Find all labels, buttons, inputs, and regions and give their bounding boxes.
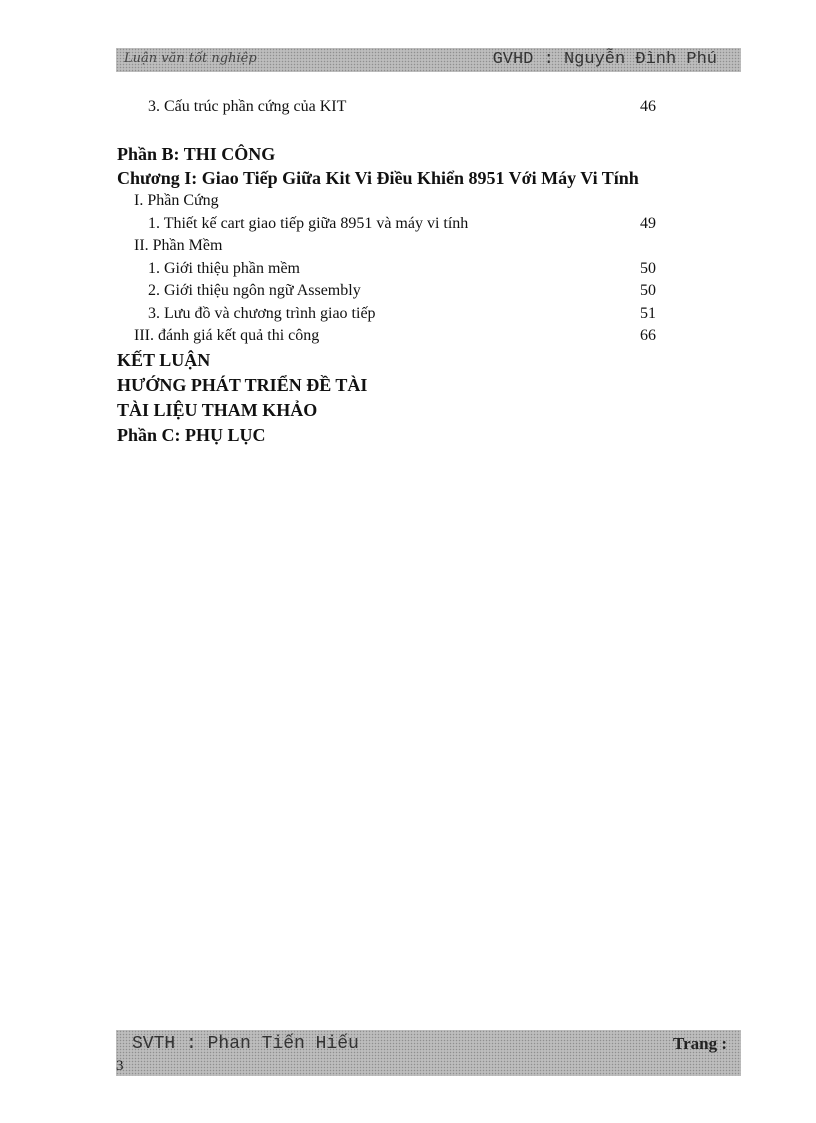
toc-entry	[148, 215, 816, 233]
toc-entry-page: 50	[640, 282, 656, 299]
toc-entry	[148, 305, 816, 323]
header-thesis-label: Luận văn tốt nghiệp	[124, 51, 257, 66]
toc-conclusion: KẾT LUẬN	[117, 350, 211, 370]
toc-section-3	[134, 327, 816, 345]
toc-development: HƯỚNG PHÁT TRIỂN ĐỀ TÀI	[117, 375, 368, 395]
toc-entry	[148, 260, 816, 278]
toc-entry-label: III. đánh giá kết quả thi công	[134, 327, 320, 344]
toc-entry-page: 50	[640, 260, 656, 277]
toc-part-b: Phần B: THI CÔNG	[117, 144, 276, 164]
header-advisor: GVHD : Nguyễn Đình Phú	[492, 50, 717, 69]
toc-entry-label: 1. Giới thiệu phần mềm	[148, 260, 300, 277]
footer-student: SVTH : Phan Tiến Hiếu	[132, 1034, 359, 1054]
toc-entry-label: 2. Giới thiệu ngôn ngữ Assembly	[148, 282, 361, 299]
footer-page-label: Trang :	[673, 1034, 727, 1053]
toc-section-1: I. Phần Cứng	[134, 192, 219, 209]
toc-entry-page: 46	[640, 98, 656, 115]
toc-entry-page: 51	[640, 305, 656, 322]
toc-entry-page: 49	[640, 215, 656, 232]
toc-entry	[148, 282, 816, 300]
toc-references: TÀI LIỆU THAM KHẢO	[117, 400, 318, 420]
toc-entry-label: 1. Thiết kế cart giao tiếp giữa 8951 và máy vi tính	[148, 215, 469, 232]
toc-section-2: II. Phần Mềm	[134, 237, 223, 254]
page-header	[116, 48, 741, 72]
page-footer	[116, 1030, 741, 1076]
toc-entry	[148, 98, 816, 116]
footer-page-number: 3	[116, 1058, 124, 1074]
toc-entry-label: 3. Lưu đồ và chương trình giao tiếp	[148, 305, 376, 322]
toc-chapter-1: Chương I: Giao Tiếp Giữa Kit Vi Điều Khiển 8951 Với Máy Vi Tính	[117, 168, 639, 188]
toc-entry-label: 3. Cấu trúc phần cứng của KIT	[148, 98, 347, 115]
toc-entry-page: 66	[640, 327, 656, 344]
toc-part-c: Phần C: PHỤ LỤC	[117, 425, 266, 445]
